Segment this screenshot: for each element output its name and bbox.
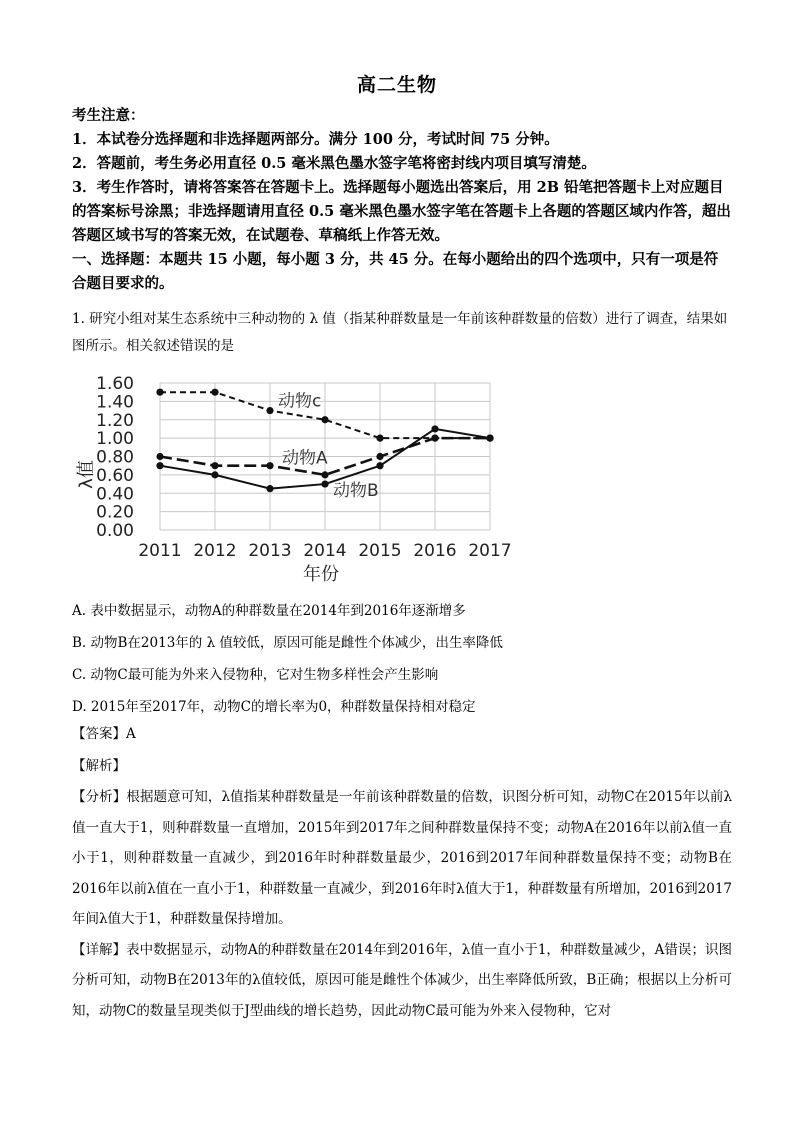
explanation bbox=[72, 782, 732, 1026]
option-c: C. 动物C最可能为外来入侵物种，它对生物多样性会产生影响 bbox=[72, 667, 439, 683]
question-stem-block bbox=[72, 306, 732, 360]
x-tick-label: 2011 bbox=[138, 541, 182, 561]
x-axis-title: 年份 bbox=[303, 564, 339, 585]
notice-heading: 考生注意： bbox=[72, 107, 145, 124]
lambda-line-chart bbox=[72, 370, 512, 585]
data-point bbox=[431, 425, 438, 432]
data-point bbox=[211, 462, 218, 469]
y-tick-label: 1.60 bbox=[96, 374, 134, 394]
answer-label: 【答案】 bbox=[72, 726, 126, 742]
series-label: 动物c bbox=[278, 391, 322, 412]
y-tick-label: 0.00 bbox=[96, 521, 134, 541]
page-title: 高二生物 bbox=[356, 74, 437, 96]
data-point bbox=[376, 462, 383, 469]
data-point bbox=[156, 462, 163, 469]
x-tick-label: 2016 bbox=[413, 541, 457, 561]
data-point bbox=[266, 462, 273, 469]
data-point bbox=[156, 389, 163, 396]
y-axis-title: λ值 bbox=[76, 460, 97, 489]
xiangjie-paragraph bbox=[72, 935, 732, 1027]
data-point bbox=[431, 435, 438, 442]
fenxi-paragraph bbox=[72, 782, 732, 935]
section-heading: 一、选择题：本题共 15 小题，每小题 3 分，共 45 分。在每小题给出的四个选项中，只有一项是符合题目要求的。 bbox=[72, 251, 719, 292]
x-tick-label: 2013 bbox=[248, 541, 292, 561]
fenxi-label: 【分析】 bbox=[72, 789, 127, 805]
data-point bbox=[376, 453, 383, 460]
answer-block bbox=[72, 718, 732, 782]
y-tick-label: 1.40 bbox=[96, 392, 134, 413]
data-point bbox=[321, 471, 328, 478]
answer-line bbox=[72, 718, 732, 750]
data-point bbox=[266, 407, 273, 414]
data-point bbox=[321, 480, 328, 487]
option-b: B. 动物B在2013年的 λ 值较低，原因可能是雌性个体减少，出生率降低 bbox=[72, 635, 503, 651]
xiangjie-text: 表中数据显示，动物A的种群数量在2014年到2016年，λ值一直小于1，种群数量减少，A错误；识图分析可知，动物B在2013年的λ值较低，原因可能是雌性个体减少，出生率降低所致，B正确；根据以上分析可知，动物C的数量呈现类似于J型曲线的增长趋势，因此动物C最可能为外来入侵物种，它对 bbox=[72, 941, 733, 1019]
data-point bbox=[376, 435, 383, 442]
y-tick-label: 0.80 bbox=[96, 447, 134, 468]
y-tick-label: 1.00 bbox=[96, 429, 134, 450]
answer-value: A bbox=[126, 726, 136, 742]
notice-item-1: 1．本试卷分选择题和非选择题两部分。满分 100 分，考试时间 75 分钟。 bbox=[72, 131, 559, 148]
option-a: A. 表中数据显示，动物A的种群数量在2014年到2016年逐渐增多 bbox=[72, 603, 466, 619]
y-tick-label: 0.60 bbox=[96, 465, 134, 486]
series-label: 动物A bbox=[282, 448, 328, 469]
analysis-label: 【解析】 bbox=[72, 758, 126, 774]
data-point bbox=[266, 485, 273, 492]
x-tick-label: 2014 bbox=[303, 541, 347, 561]
notice-item-2: 2．答题前，考生务必用直径 0.5 毫米黑色墨水签字笔将密封线内项目填写清楚。 bbox=[72, 155, 596, 172]
x-tick-label: 2012 bbox=[193, 541, 237, 561]
options-list bbox=[72, 595, 732, 723]
y-tick-label: 1.20 bbox=[96, 410, 134, 431]
notice-item-3: 3．考生作答时，请将答案答在答题卡上。选择题每小题选出答案后，用 2B 铅笔把答题卡上对应题目的答案标号涂黑；非选择题请用直径 0.5 毫米黑色墨水签字笔在答题卡上各题的答题区域内作答，超出答题区域书写的答案无效，在试题卷、草稿纸上作答无效。 bbox=[72, 179, 731, 244]
data-point bbox=[211, 389, 218, 396]
question-stem: 1. 研究小组对某生态系统中三种动物的 λ 值（指某种群数量是一年前该种群数量的倍数）进行了调查，结果如图所示。相关叙述错误的是 bbox=[72, 311, 728, 354]
y-tick-label: 0.40 bbox=[96, 484, 134, 505]
xiangjie-label: 【详解】 bbox=[72, 941, 127, 958]
x-tick-label: 2015 bbox=[358, 541, 402, 561]
option-d: D. 2015年至2017年，动物C的增长率为0，种群数量保持相对稳定 bbox=[72, 699, 476, 715]
data-point bbox=[156, 453, 163, 460]
series-label: 动物B bbox=[333, 481, 379, 502]
data-point bbox=[486, 435, 493, 442]
data-point bbox=[321, 416, 328, 423]
x-tick-label: 2017 bbox=[468, 541, 512, 561]
exam-notice bbox=[72, 104, 732, 296]
fenxi-text: 根据题意可知，λ值指某种群数量是一年前该种群数量的倍数，识图分析可知，动物C在2015年以前λ值一直大于1，则种群数量一直增加，2015年到2017年之间种群数量保持不变；动物A在2016年以前λ值一直小于1，则种群数量一直减少，到2016年时种群数量最少，2016到2017年间种群数量保持不变；动物B在2016年以前λ值在一直小于1，种群数量一直减少，到2016年时λ值大于1，种群数量有所增加，2016到2017年间λ值大于1，种群数量保持增加。 bbox=[72, 789, 733, 927]
data-point bbox=[211, 471, 218, 478]
y-tick-label: 0.20 bbox=[96, 502, 134, 523]
